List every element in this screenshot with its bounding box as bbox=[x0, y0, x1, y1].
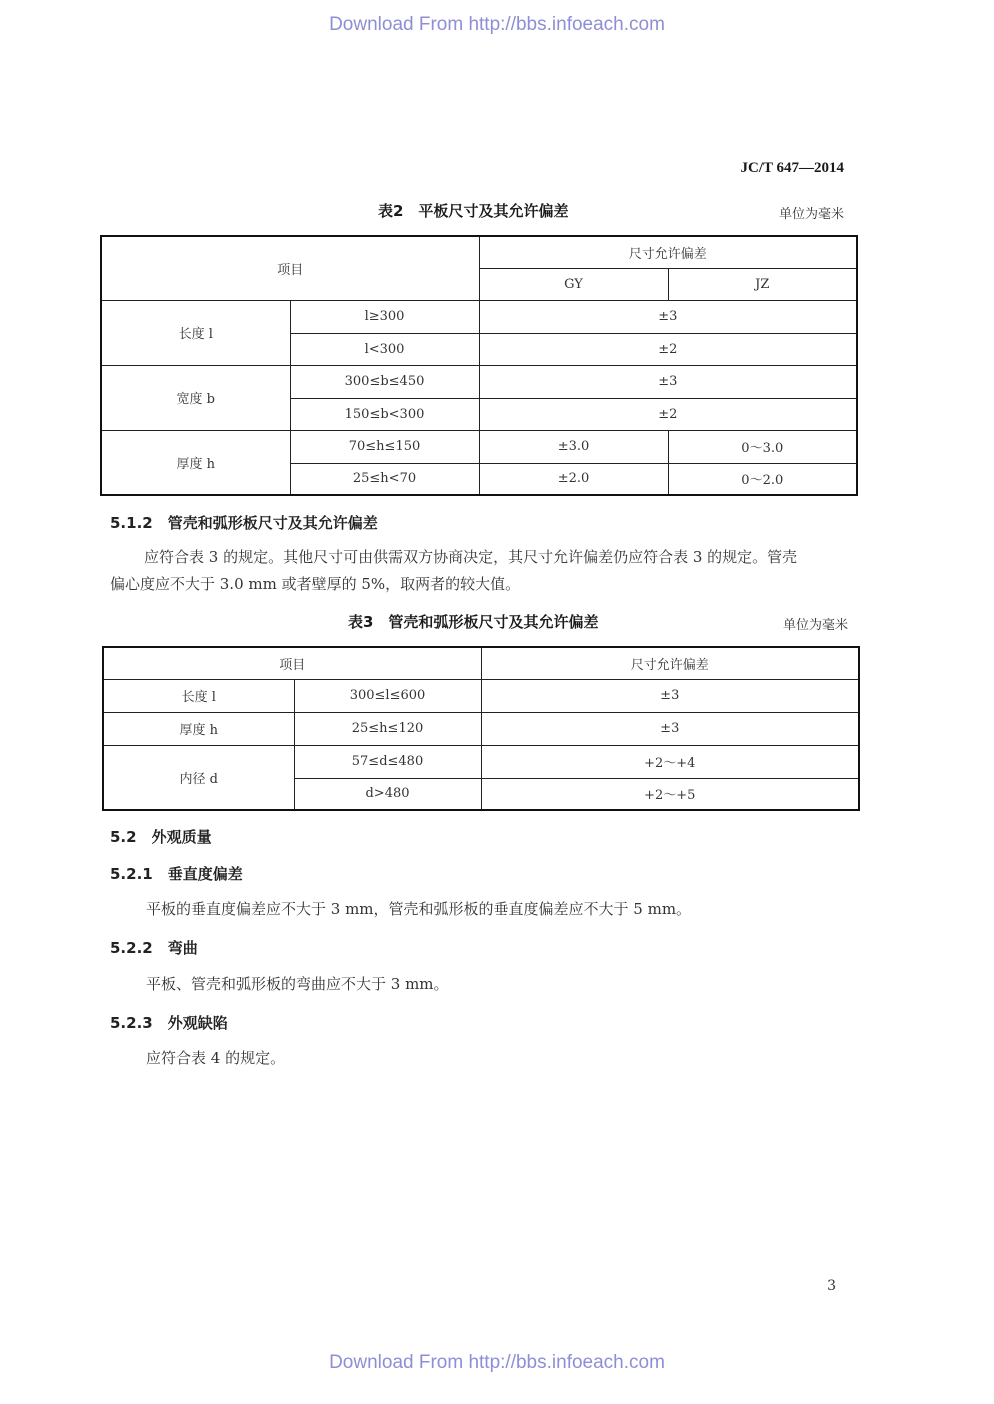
table2-gy-value: ±3.0 bbox=[479, 430, 668, 463]
section-5-1-2-paragraph bbox=[110, 544, 860, 598]
table2-header-tolerance: 尺寸允许偏差 bbox=[479, 236, 857, 268]
table2-group-thickness: 厚度 h bbox=[101, 430, 290, 495]
table2-header-item: 项目 bbox=[101, 236, 479, 300]
section-5-1-2-heading: 5.1.2 管壳和弧形板尺寸及其允许偏差 bbox=[110, 514, 378, 532]
table3-range: 57≤d≤480 bbox=[294, 745, 481, 778]
table3-range: d>480 bbox=[294, 778, 481, 810]
table2-range: l≥300 bbox=[290, 300, 479, 333]
watermark-bottom: Download From http://bbs.infoeach.com bbox=[329, 1352, 665, 1373]
table2-value: ±2 bbox=[479, 398, 857, 430]
section-5-2-1-paragraph: 平板的垂直度偏差应不大于 3 mm，管壳和弧形板的垂直度偏差应不大于 5 mm。 bbox=[146, 900, 692, 918]
table3-range: 300≤l≤600 bbox=[294, 679, 481, 712]
table3-value: ±3 bbox=[481, 712, 859, 745]
table2-caption: 表2 平板尺寸及其允许偏差 bbox=[378, 202, 569, 220]
table3-row-thickness: 厚度 h bbox=[103, 712, 294, 745]
document-code: JC/T 647—2014 bbox=[740, 160, 844, 176]
table2-range: l<300 bbox=[290, 333, 479, 365]
table2-range: 70≤h≤150 bbox=[290, 430, 479, 463]
table3-header-item: 项目 bbox=[103, 647, 481, 679]
table2-group-length: 长度 l bbox=[101, 300, 290, 365]
table3 bbox=[102, 646, 860, 811]
page-number: 3 bbox=[827, 1278, 836, 1294]
section-5-2-2-heading: 5.2.2 弯曲 bbox=[110, 939, 198, 957]
paragraph-line: 应符合表 3 的规定。其他尺寸可由供需双方协商决定，其尺寸允许偏差仍应符合表 3 的规定。管壳 bbox=[144, 548, 798, 566]
table2-header-gy: GY bbox=[479, 268, 668, 300]
paragraph-line: 偏心度应不大于 3.0 mm 或者壁厚的 5%，取两者的较大值。 bbox=[110, 575, 521, 593]
table2-range: 300≤b≤450 bbox=[290, 365, 479, 398]
table2-value: ±3 bbox=[479, 300, 857, 333]
section-5-2-3-paragraph: 应符合表 4 的规定。 bbox=[146, 1049, 286, 1067]
table2-group-width: 宽度 b bbox=[101, 365, 290, 430]
section-5-2-2-paragraph: 平板、管壳和弧形板的弯曲应不大于 3 mm。 bbox=[146, 975, 449, 993]
table3-header-tolerance: 尺寸允许偏差 bbox=[481, 647, 859, 679]
table3-unit: 单位为毫米 bbox=[782, 618, 848, 633]
table2-gy-value: ±2.0 bbox=[479, 463, 668, 495]
table2-jz-value: 0～3.0 bbox=[668, 430, 857, 463]
section-5-2-1-heading: 5.2.1 垂直度偏差 bbox=[110, 865, 243, 883]
table3-caption: 表3 管壳和弧形板尺寸及其允许偏差 bbox=[348, 613, 599, 631]
table3-value: ±3 bbox=[481, 679, 859, 712]
table2-value: ±2 bbox=[479, 333, 857, 365]
table2-range: 150≤b<300 bbox=[290, 398, 479, 430]
section-5-2-heading: 5.2 外观质量 bbox=[110, 828, 212, 846]
table2-unit: 单位为毫米 bbox=[778, 207, 844, 222]
section-5-2-3-heading: 5.2.3 外观缺陷 bbox=[110, 1014, 228, 1032]
watermark-top: Download From http://bbs.infoeach.com bbox=[329, 14, 665, 35]
table2 bbox=[100, 235, 858, 496]
table2-range: 25≤h<70 bbox=[290, 463, 479, 495]
table3-row-inner-diameter: 内径 d bbox=[103, 745, 294, 810]
table3-value: +2～+5 bbox=[481, 778, 859, 810]
table2-jz-value: 0～2.0 bbox=[668, 463, 857, 495]
table3-range: 25≤h≤120 bbox=[294, 712, 481, 745]
table3-row-length: 长度 l bbox=[103, 679, 294, 712]
table3-value: +2～+4 bbox=[481, 745, 859, 778]
table2-header-jz: JZ bbox=[668, 268, 857, 300]
table2-value: ±3 bbox=[479, 365, 857, 398]
